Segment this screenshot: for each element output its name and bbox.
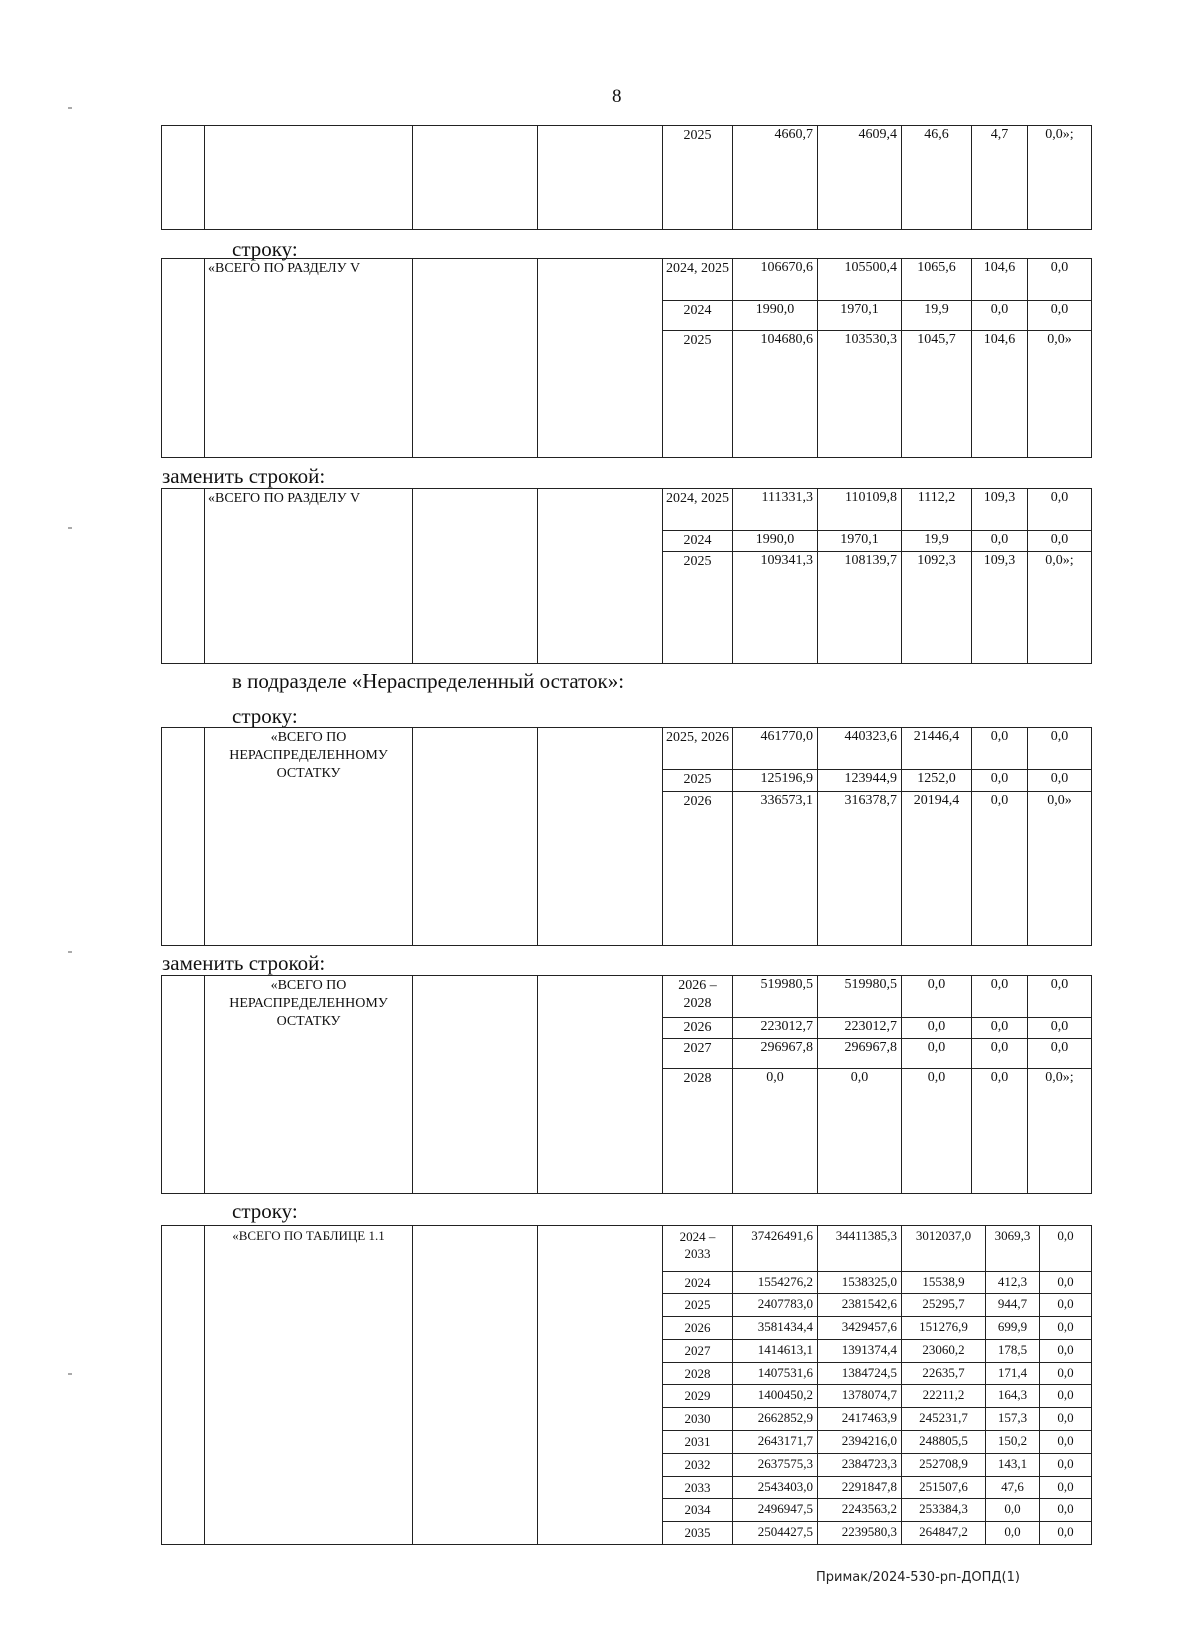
value-cell: 336573,1 (733, 792, 818, 946)
value-cell: 164,3 (986, 1385, 1040, 1408)
caption-replace-row-2: строку: (232, 704, 298, 728)
value-cell: 2643171,7 (733, 1431, 818, 1454)
value-cell: 0,0»; (1028, 126, 1092, 230)
value-cell: 20194,4 (902, 792, 972, 946)
value-cell: 0,0 (972, 1039, 1028, 1069)
year-cell: 2035 (663, 1522, 733, 1545)
caption-subsection: в подразделе «Нераспределенный остаток»: (232, 669, 625, 693)
value-cell: 0,0» (1028, 792, 1092, 946)
value-cell: 0,0 (1028, 531, 1092, 552)
value-cell: 223012,7 (818, 1018, 902, 1039)
value-cell: 2543403,0 (733, 1476, 818, 1499)
value-cell: 104680,6 (733, 331, 818, 458)
year-cell: 2025 (663, 1294, 733, 1317)
value-cell: 21446,4 (902, 728, 972, 770)
index-cell (162, 489, 205, 664)
year-cell: 2031 (663, 1431, 733, 1454)
value-cell: 125196,9 (733, 770, 818, 792)
scan-mark (68, 527, 72, 529)
empty-cell (538, 259, 663, 458)
value-cell: 34411385,3 (818, 1226, 902, 1272)
value-cell: 0,0 (1040, 1339, 1092, 1362)
value-cell: 699,9 (986, 1317, 1040, 1340)
value-cell: 245231,7 (902, 1408, 986, 1431)
value-cell: 2662852,9 (733, 1408, 818, 1431)
value-cell: 123944,9 (818, 770, 902, 792)
year-cell: 2025 (663, 552, 733, 664)
value-cell: 0,0 (902, 1039, 972, 1069)
value-cell: 1538325,0 (818, 1271, 902, 1294)
value-cell: 2239580,3 (818, 1522, 902, 1545)
value-cell: 461770,0 (733, 728, 818, 770)
value-cell: 1407531,6 (733, 1362, 818, 1385)
value-cell: 0,0 (1028, 301, 1092, 331)
value-cell: 111331,3 (733, 489, 818, 531)
value-cell: 519980,5 (818, 976, 902, 1018)
index-cell (162, 976, 205, 1194)
value-cell: 0,0 (972, 1018, 1028, 1039)
value-cell: 0,0 (972, 301, 1028, 331)
value-cell: 109,3 (972, 552, 1028, 664)
caption-replace-row-1: строку: (232, 237, 298, 261)
value-cell: 178,5 (986, 1339, 1040, 1362)
value-cell: 104,6 (972, 331, 1028, 458)
year-cell: 2024 – 2033 (663, 1226, 733, 1272)
value-cell: 4609,4 (818, 126, 902, 230)
value-cell: 0,0 (972, 728, 1028, 770)
value-cell: 264847,2 (902, 1522, 986, 1545)
value-cell: 109,3 (972, 489, 1028, 531)
value-cell: 0,0 (1028, 1018, 1092, 1039)
value-cell: 0,0 (1028, 489, 1092, 531)
value-cell: 105500,4 (818, 259, 902, 301)
table-section-v-new (161, 488, 1091, 663)
year-cell: 2028 (663, 1069, 733, 1194)
value-cell: 0,0 (818, 1069, 902, 1194)
name-cell: «ВСЕГО ПО РАЗДЕЛУ V (205, 489, 413, 664)
value-cell: 2407783,0 (733, 1294, 818, 1317)
table-remainder-new (161, 975, 1091, 1193)
value-cell: 1414613,1 (733, 1339, 818, 1362)
value-cell: 253384,3 (902, 1499, 986, 1522)
year-cell: 2024 (663, 301, 733, 331)
value-cell: 2384723,3 (818, 1453, 902, 1476)
value-cell: 0,0 (733, 1069, 818, 1194)
caption-replace-row-3: строку: (232, 1199, 298, 1223)
value-cell: 0,0 (972, 1069, 1028, 1194)
year-cell: 2024, 2025 (663, 259, 733, 301)
value-cell: 151276,9 (902, 1317, 986, 1340)
year-cell: 2028 (663, 1362, 733, 1385)
index-cell (162, 259, 205, 458)
value-cell: 1400450,2 (733, 1385, 818, 1408)
value-cell: 0,0 (1040, 1476, 1092, 1499)
value-cell: 104,6 (972, 259, 1028, 301)
value-cell: 0,0»; (1028, 1069, 1092, 1194)
value-cell: 0,0 (1040, 1522, 1092, 1545)
value-cell: 171,4 (986, 1362, 1040, 1385)
index-cell (162, 126, 205, 230)
document-footer: Примак/2024-530-рп-ДОПД(1) (816, 1570, 1020, 1585)
value-cell: 0,0»; (1028, 552, 1092, 664)
value-cell: 412,3 (986, 1271, 1040, 1294)
year-cell: 2024 (663, 1271, 733, 1294)
year-cell: 2032 (663, 1453, 733, 1476)
value-cell: 0,0 (972, 770, 1028, 792)
value-cell: 143,1 (986, 1453, 1040, 1476)
value-cell: 23060,2 (902, 1339, 986, 1362)
value-cell: 0,0 (902, 1018, 972, 1039)
year-cell: 2026 – 2028 (663, 976, 733, 1018)
value-cell: 1065,6 (902, 259, 972, 301)
value-cell: 0,0 (986, 1522, 1040, 1545)
name-cell: «ВСЕГО ПО НЕРАСПРЕДЕЛЕННОМУ ОСТАТКУ (205, 976, 413, 1194)
caption-replace-with-1: заменить строкой: (162, 464, 326, 488)
year-cell: 2025, 2026 (663, 728, 733, 770)
value-cell: 0,0 (1040, 1362, 1092, 1385)
value-cell: 157,3 (986, 1408, 1040, 1431)
value-cell: 4,7 (972, 126, 1028, 230)
year-cell: 2025 (663, 126, 733, 230)
value-cell: 0,0 (1040, 1226, 1092, 1272)
value-cell: 106670,6 (733, 259, 818, 301)
value-cell: 0,0 (1040, 1317, 1092, 1340)
value-cell: 2637575,3 (733, 1453, 818, 1476)
value-cell: 22211,2 (902, 1385, 986, 1408)
name-cell: «ВСЕГО ПО НЕРАСПРЕДЕЛЕННОМУ ОСТАТКУ (205, 728, 413, 946)
value-cell: 251507,6 (902, 1476, 986, 1499)
value-cell: 0,0 (1028, 976, 1092, 1018)
value-cell: 2243563,2 (818, 1499, 902, 1522)
value-cell: 46,6 (902, 126, 972, 230)
value-cell: 316378,7 (818, 792, 902, 946)
value-cell: 150,2 (986, 1431, 1040, 1454)
value-cell: 0,0 (1040, 1453, 1092, 1476)
value-cell: 103530,3 (818, 331, 902, 458)
value-cell: 0,0 (902, 976, 972, 1018)
value-cell: 0,0 (1028, 259, 1092, 301)
value-cell: 1045,7 (902, 331, 972, 458)
value-cell: 0,0 (972, 792, 1028, 946)
empty-cell (413, 489, 538, 664)
table-continuation (161, 125, 1091, 229)
value-cell: 1554276,2 (733, 1271, 818, 1294)
value-cell: 0,0 (986, 1499, 1040, 1522)
empty-cell (413, 259, 538, 458)
year-cell: 2029 (663, 1385, 733, 1408)
scan-mark (68, 1373, 72, 1375)
value-cell: 15538,9 (902, 1271, 986, 1294)
empty-cell (538, 976, 663, 1194)
year-cell: 2027 (663, 1339, 733, 1362)
empty-cell (413, 728, 538, 946)
value-cell: 1970,1 (818, 531, 902, 552)
year-cell: 2026 (663, 1317, 733, 1340)
empty-cell (413, 1226, 538, 1545)
value-cell: 3429457,6 (818, 1317, 902, 1340)
year-cell: 2030 (663, 1408, 733, 1431)
year-cell: 2027 (663, 1039, 733, 1069)
value-cell: 1112,2 (902, 489, 972, 531)
year-cell: 2024 (663, 531, 733, 552)
year-cell: 2025 (663, 331, 733, 458)
year-cell: 2024, 2025 (663, 489, 733, 531)
value-cell: 0,0 (1028, 1039, 1092, 1069)
year-cell: 2034 (663, 1499, 733, 1522)
value-cell: 944,7 (986, 1294, 1040, 1317)
value-cell: 1378074,7 (818, 1385, 902, 1408)
year-cell: 2033 (663, 1476, 733, 1499)
year-cell: 2026 (663, 1018, 733, 1039)
value-cell: 223012,7 (733, 1018, 818, 1039)
value-cell: 37426491,6 (733, 1226, 818, 1272)
value-cell: 0,0 (1040, 1499, 1092, 1522)
value-cell: 2291847,8 (818, 1476, 902, 1499)
value-cell: 1990,0 (733, 301, 818, 331)
year-cell: 2025 (663, 770, 733, 792)
value-cell: 0,0 (1040, 1294, 1092, 1317)
index-cell (162, 728, 205, 946)
empty-cell (538, 1226, 663, 1545)
empty-cell (538, 728, 663, 946)
value-cell: 19,9 (902, 531, 972, 552)
value-cell: 0,0 (1028, 770, 1092, 792)
value-cell: 2496947,5 (733, 1499, 818, 1522)
value-cell: 519980,5 (733, 976, 818, 1018)
value-cell: 0,0 (972, 976, 1028, 1018)
value-cell: 2504427,5 (733, 1522, 818, 1545)
value-cell: 0,0 (1040, 1408, 1092, 1431)
table-row (162, 1226, 1092, 1272)
scan-mark (68, 107, 72, 109)
value-cell: 0,0 (972, 531, 1028, 552)
index-cell (162, 1226, 205, 1545)
table-section-v-old (161, 258, 1091, 457)
value-cell: 2381542,6 (818, 1294, 902, 1317)
value-cell: 1092,3 (902, 552, 972, 664)
value-cell: 1970,1 (818, 301, 902, 331)
empty-cell (538, 126, 663, 230)
page-number: 8 (612, 86, 622, 107)
value-cell: 0,0 (902, 1069, 972, 1194)
scan-mark (68, 951, 72, 953)
value-cell: 1990,0 (733, 531, 818, 552)
table-remainder-old (161, 727, 1091, 945)
value-cell: 1391374,4 (818, 1339, 902, 1362)
value-cell: 47,6 (986, 1476, 1040, 1499)
value-cell: 110109,8 (818, 489, 902, 531)
value-cell: 19,9 (902, 301, 972, 331)
value-cell: 1252,0 (902, 770, 972, 792)
value-cell: 4660,7 (733, 126, 818, 230)
value-cell: 0,0» (1028, 331, 1092, 458)
empty-cell (538, 489, 663, 664)
value-cell: 0,0 (1040, 1271, 1092, 1294)
value-cell: 108139,7 (818, 552, 902, 664)
empty-cell (413, 126, 538, 230)
value-cell: 252708,9 (902, 1453, 986, 1476)
value-cell: 248805,5 (902, 1431, 986, 1454)
value-cell: 296967,8 (818, 1039, 902, 1069)
table-table-1-1-total (161, 1225, 1091, 1545)
empty-cell (413, 976, 538, 1194)
name-cell: «ВСЕГО ПО ТАБЛИЦЕ 1.1 (205, 1226, 413, 1545)
value-cell: 3012037,0 (902, 1226, 986, 1272)
value-cell: 0,0 (1040, 1385, 1092, 1408)
value-cell: 22635,7 (902, 1362, 986, 1385)
value-cell: 25295,7 (902, 1294, 986, 1317)
value-cell: 296967,8 (733, 1039, 818, 1069)
year-cell: 2026 (663, 792, 733, 946)
value-cell: 2394216,0 (818, 1431, 902, 1454)
name-cell: «ВСЕГО ПО РАЗДЕЛУ V (205, 259, 413, 458)
value-cell: 3581434,4 (733, 1317, 818, 1340)
value-cell: 0,0 (1040, 1431, 1092, 1454)
value-cell: 109341,3 (733, 552, 818, 664)
value-cell: 1384724,5 (818, 1362, 902, 1385)
name-cell (205, 126, 413, 230)
value-cell: 0,0 (1028, 728, 1092, 770)
value-cell: 3069,3 (986, 1226, 1040, 1272)
caption-replace-with-2: заменить строкой: (162, 951, 326, 975)
value-cell: 2417463,9 (818, 1408, 902, 1431)
value-cell: 440323,6 (818, 728, 902, 770)
